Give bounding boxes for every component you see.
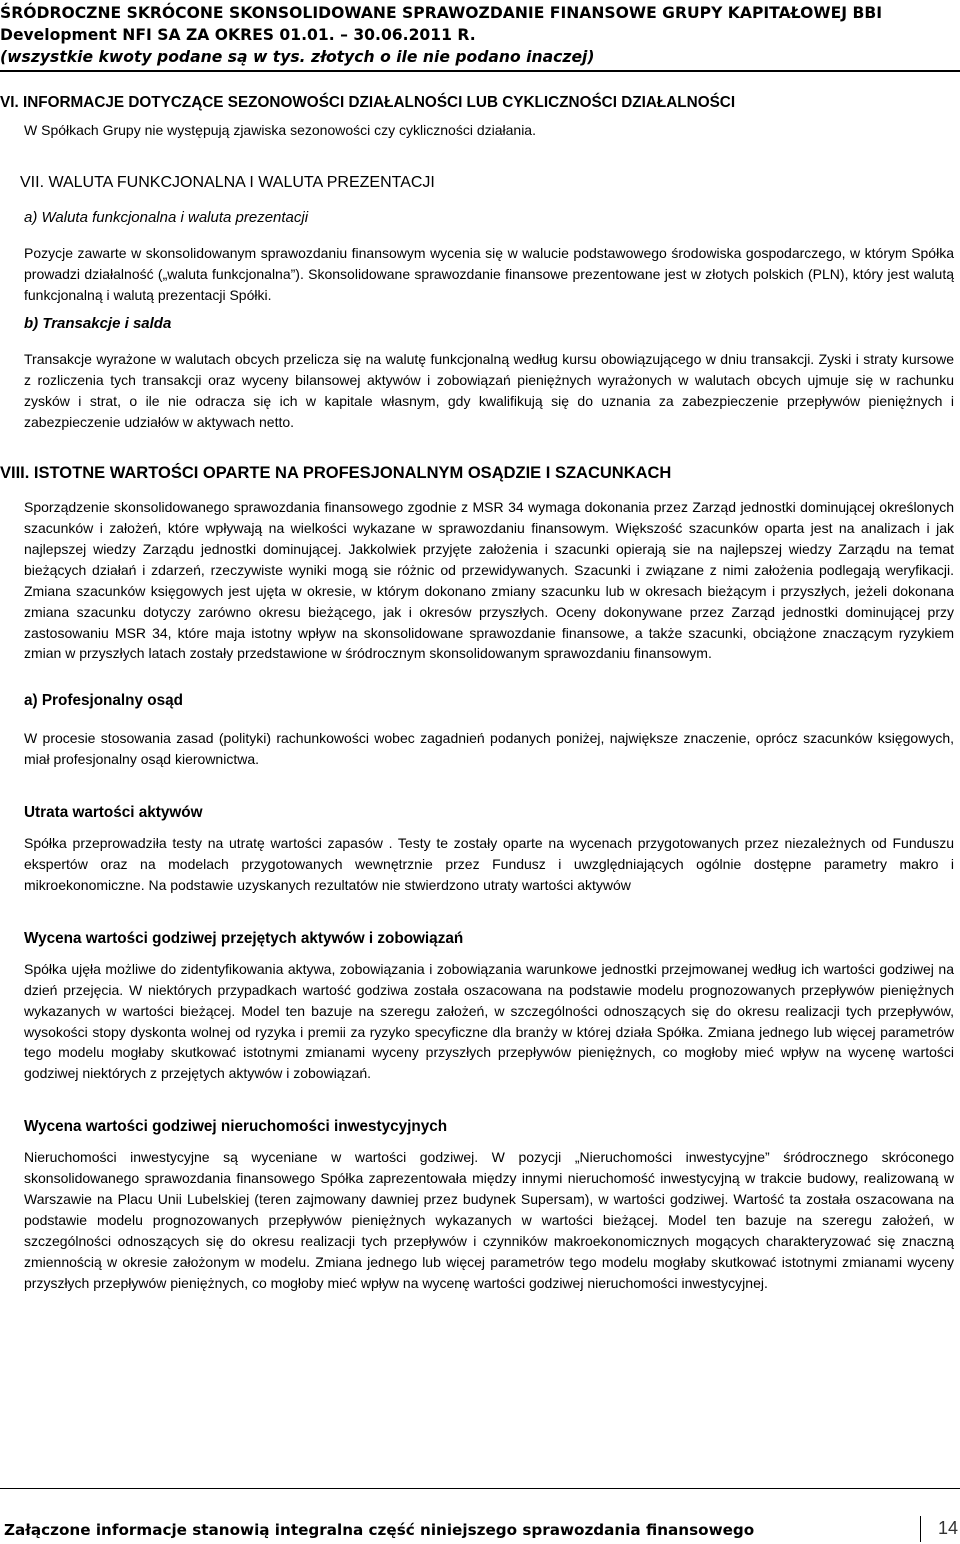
fair-value-acquired-paragraph: Spółka ujęła możliwe do zidentyfikowania aktywa, zobowiązania i zobowiązania warunkowe jednostki przejmowanej według ich wartości godziwej na dzień przejęcia. W niektórych przypadkach wartość godziwa została oszacowana na podstawie modelu prognozowanych przepływów pieniężnych wykazanych w wartości bieżącej. Model ten bazuje na szeregu założeń, w szczególności odnoszących się do okresu realizacji tych przepływów, wysokości stopy dyskonta wolnej od ryzyka i premii za ryzyko specyficzne dla branży w której działa Spółka. Zmiana jednego lub więcej parametrów tego modelu mogłaby skutkować istotnymi zmianami wyceny przyszłych przepływów pieniężnych, co mogłoby mieć wpływ na wycenę wartości godziwej niektórych z przejętych aktywów i zobowiązań.: [24, 960, 954, 1082]
fair-value-acquired-subheading: Wycena wartości godziwej przejętych aktywów i zobowiązań: [24, 929, 464, 947]
section-7-heading: VII. WALUTA FUNKCJONALNA I WALUTA PREZENTACJI: [20, 173, 435, 191]
impairment-paragraph: Spółka przeprowadziła testy na utratę wartości zapasów . Testy te zostały oparte na wycenach przygotowanych przez niezależnych od Funduszu ekspertów oraz na modelach przygotowanych wewnętrznie przez Fundusz i uwzględniających ogólnie dostępne parametry makro i mikroekonomiczne. Na podstawie uzyskanych rezultatów nie stwierdzono utraty wartości aktywów: [24, 835, 954, 893]
section-6-text: W Spółkach Grupy nie występują zjawiska sezonowości czy cykliczności działania.: [24, 122, 536, 138]
section-6-heading: VI. INFORMACJE DOTYCZĄCE SEZONOWOŚCI DZIAŁALNOŚCI LUB CYKLICZNOŚCI DZIAŁALNOŚCI: [0, 94, 736, 111]
footer-rule: [0, 1488, 960, 1489]
footer-divider: [920, 1516, 921, 1542]
page-number: 14: [937, 1518, 958, 1538]
header-amounts-note: (wszystkie kwoty podane są w tys. złotych o ile nie podano inaczej): [0, 48, 595, 66]
section-8a-paragraph: W procesie stosowania zasad (polityki) rachunkowości wobec zagadnień podanych poniżej, największe znaczenie, oprócz szacunków księgowych, miał profesjonalny osąd kierownictwa.: [24, 730, 954, 768]
section-7a-paragraph: Pozycje zawarte w skonsolidowanym sprawozdaniu finansowym wycenia się w walucie podstawowego środowiska gospodarczego, w którym Spółka prowadzi działalność („waluta funkcjonalna”). Skonsolidowane sprawozdanie finansowe prezentowane jest w złotych polskich (PLN), który jest walutą funkcjonalną i walutą prezentacji Spółki.: [24, 244, 954, 303]
document-body: [0, 93, 954, 1294]
section-8-heading: VIII. ISTOTNE WARTOŚCI OPARTE NA PROFESJONALNYM OSĄDZIE I SZACUNKACH: [0, 464, 672, 483]
document-header: [0, 2, 960, 68]
footer-note: Załączone informacje stanowią integralna część niniejszego sprawozdania finansowego: [4, 1521, 755, 1539]
header-title-line2: Development NFI SA ZA OKRES 01.01. – 30.06.2011 R.: [0, 26, 476, 44]
header-title-line1: ŚRÓDROCZNE SKRÓCONE SKONSOLIDOWANE SPRAWOZDANIE FINANSOWE GRUPY KAPITAŁOWEJ BBI: [0, 4, 883, 22]
section-8a-subheading: a) Profesjonalny osąd: [24, 692, 183, 710]
section-7b-subheading: b) Transakcje i salda: [24, 314, 172, 332]
section-7b-paragraph: Transakcje wyrażone w walutach obcych przelicza się na walutę funkcjonalną według kursu obowiązującego w dniu transakcji. Zyski i straty kursowe z rozliczenia tych transakcji oraz wyceny bilansowej aktywów i zobowiązań pieniężnych wyrażonych w walutach obcych ujmuje się w rachunku zysków i strat, o ile nie odracza się ich w kapitale własnym, gdy kwalifikują się do uznania za zabezpieczenie przepływów pieniężnych i zabezpieczenie udziałów w aktywach netto.: [24, 351, 954, 431]
investment-property-subheading: Wycena wartości godziwej nieruchomości inwestycyjnych: [24, 1118, 448, 1136]
section-7a-subheading: a) Waluta funkcjonalna i waluta prezentacji: [24, 208, 309, 226]
section-8-paragraph: Sporządzenie skonsolidowanego sprawozdania finansowego zgodnie z MSR 34 wymaga dokonania przez Zarząd jednostki dominującej określonych szacunków i założeń, które wpływają na wielkości wykazane w sprawozdaniu finansowym. Większość szacunków oparta jest na analizach i jak najlepszej wiedzy Zarządu jednostki dominującej. Jakkolwiek przyjęte założenia i szacunki opierają sie na najlepszej wiedzy Zarządu na temat bieżących działań i zdarzeń, rzeczywiste wyniki mogą sie różnic od przewidywanych. Szacunki i związane z nimi założenia podlegają weryfikacji. Zmiana szacunków księgowych jest ujęta w okresie, w którym dokonano zmiany szacunku lub w okresach bieżącym i przyszłych, jeżeli dokonana zmiana szacunku dotyczy zarówno okresu bieżącego, jak i okresów przyszłych. Oceny dokonywane przez Zarząd jednostki dominującej przy zastosowaniu MSR 34, które maja istotny wpływ na skonsolidowane sprawozdanie finansowe, a także szacunki, obciążone znaczącym ryzykiem zmian w przyszłych latach zostały przedstawione w śródrocznym skonsolidowanym sprawozdaniu finansowym.: [24, 499, 954, 662]
header-rule: [0, 70, 960, 72]
investment-property-paragraph: Nieruchomości inwestycyjne są wyceniane w wartości godziwej. W pozycji „Nieruchomości inwestycyjne” śródrocznego skróconego skonsolidowanego sprawozdania finansowego Spółka zaprezentowała między innymi nieruchomość inwestycyjną w trakcie budowy, realizowaną w Warszawie na Placu Unii Lubelskiej (teren zajmowany dawniej przez budynek Supersam), w wartości godziwej. Wartość ta została oszacowana na podstawie modelu prognozowanych przepływów pieniężnych wykazanych w wartości bieżącej. Model ten bazuje na szeregu założeń, w szczególności odnoszących się do okresu realizacji tych przepływów i czynników makroekonomicznych mogących charakteryzować się znaczną zmiennością w okresie założonym w modelu. Zmiana jednego lub więcej parametrów tego modelu mogłaby skutkować istotnymi zmianami wyceny przyszłych przepływów pieniężnych, co mogłoby mieć wpływ na wycenę wartości godziwej nieruchomości inwestycyjnej.: [24, 1149, 954, 1291]
impairment-subheading: Utrata wartości aktywów: [24, 804, 203, 822]
